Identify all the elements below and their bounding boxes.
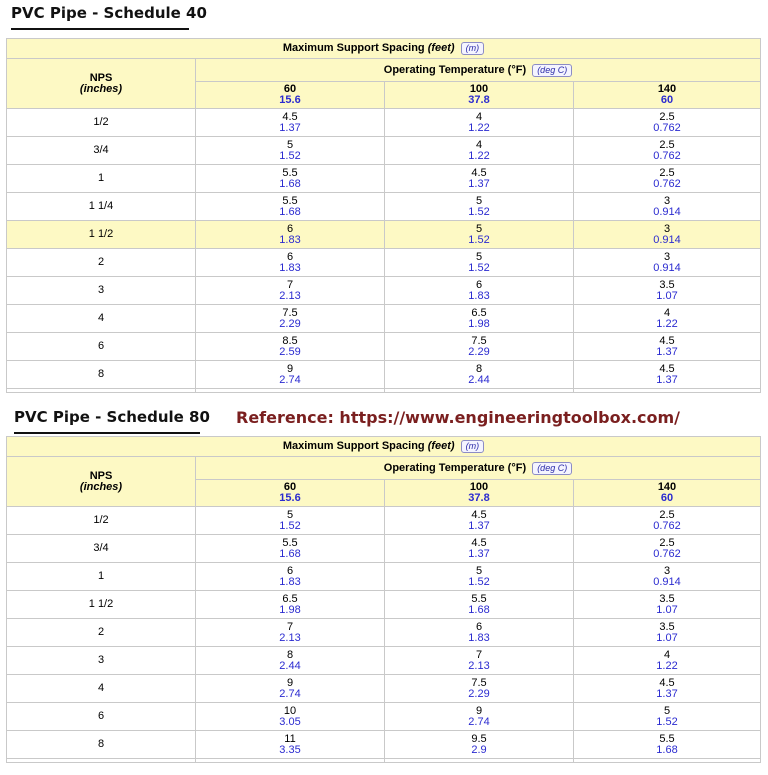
- spacing-meters: 1.07: [656, 603, 678, 616]
- spacing-meters: 2.29: [468, 687, 490, 700]
- table-row: [7, 731, 761, 759]
- spacing-feet: 4.5: [471, 508, 487, 521]
- spacing-meters: 1.68: [656, 743, 678, 756]
- spacing-cell: [574, 619, 761, 647]
- spacing-meters: 2.29: [468, 345, 490, 358]
- spacing-cell: [574, 277, 761, 305]
- temp-f: 140: [657, 83, 677, 95]
- nps-cell: 2: [7, 619, 196, 647]
- spacing-cell: [385, 619, 574, 647]
- spacing-meters: 0.762: [653, 547, 681, 560]
- spacing-feet: 9: [475, 704, 483, 717]
- spacing-feet: 3.5: [659, 620, 675, 633]
- spacing-cell: [196, 563, 385, 591]
- table-row: [7, 563, 761, 591]
- spacing-meters: 1.52: [656, 715, 678, 728]
- temp-c: 37.8: [468, 492, 490, 504]
- spacing-feet: 5: [475, 250, 483, 263]
- spacing-feet: 5.5: [659, 732, 675, 745]
- temp-column-header: [385, 82, 574, 109]
- table-row: [7, 305, 761, 333]
- spacing-meters: 1.83: [468, 631, 490, 644]
- spacing-cell: [574, 333, 761, 361]
- nps-cell: 1/2: [7, 507, 196, 535]
- spacing-feet: 5.5: [282, 194, 298, 207]
- table-row: [7, 703, 761, 731]
- table-row: [7, 333, 761, 361]
- spacing-cell: [385, 277, 574, 305]
- table-row: [7, 137, 761, 165]
- spacing-meters: 2.74: [468, 715, 490, 728]
- spacing-cell: [574, 647, 761, 675]
- spacing-meters: 1.22: [468, 149, 490, 162]
- temp-column-header: [196, 82, 385, 109]
- spacing-cell: [385, 193, 574, 221]
- nps-cell: 1: [7, 165, 196, 193]
- table-bottom-spacer: [7, 759, 761, 763]
- spacing-cell: [385, 731, 574, 759]
- spacing-feet: 8.5: [282, 334, 298, 347]
- spacing-feet: 6: [475, 620, 483, 633]
- table-row: [7, 361, 761, 389]
- table-row: [7, 535, 761, 563]
- spacing-feet: 11: [284, 732, 296, 745]
- spacing-cell: [196, 137, 385, 165]
- spacing-feet: 4.5: [659, 362, 675, 375]
- spacing-cell: [574, 675, 761, 703]
- spacing-cell: [196, 361, 385, 389]
- support-spacing-title: Maximum Support Spacing: [282, 42, 425, 54]
- schedule-40-body: [7, 109, 761, 393]
- spacing-meters: 1.37: [279, 121, 301, 134]
- spacing-cell: [385, 507, 574, 535]
- spacing-feet: 5: [475, 564, 483, 577]
- spacing-meters: 1.37: [468, 547, 490, 560]
- spacing-feet: 2.5: [659, 166, 675, 179]
- spacing-meters: 1.98: [468, 317, 490, 330]
- spacer-cell: [574, 759, 761, 763]
- inches-label: (inches): [79, 82, 123, 95]
- spacing-cell: [385, 249, 574, 277]
- fahrenheit-unit-label: (°F): [507, 461, 527, 474]
- spacing-meters: 0.762: [653, 177, 681, 190]
- spacer-cell: [196, 389, 385, 393]
- spacing-feet: 5: [286, 138, 294, 151]
- operating-temperature-header: [196, 457, 761, 480]
- temp-column-header: [385, 480, 574, 507]
- spacing-feet: 5: [475, 222, 483, 235]
- nps-cell: 3/4: [7, 137, 196, 165]
- nps-label: NPS: [89, 71, 113, 84]
- spacing-feet: 4: [475, 138, 483, 151]
- temp-c: 60: [660, 94, 674, 106]
- spacing-feet: 7.5: [471, 334, 487, 347]
- spacer-cell: [385, 759, 574, 763]
- spacing-cell: [196, 535, 385, 563]
- nps-cell: 8: [7, 731, 196, 759]
- spacing-cell: [574, 731, 761, 759]
- table-row: [7, 109, 761, 137]
- spacer-cell: [196, 759, 385, 763]
- spacing-cell: [196, 109, 385, 137]
- metric-toggle-button[interactable]: (m): [461, 42, 485, 55]
- spacing-meters: 1.52: [468, 233, 490, 246]
- spacing-cell: [196, 165, 385, 193]
- spacing-meters: 2.44: [279, 659, 301, 672]
- nps-header: [7, 59, 196, 109]
- inches-label: (inches): [79, 480, 123, 493]
- spacing-meters: 1.83: [279, 233, 301, 246]
- nps-cell: 3: [7, 647, 196, 675]
- table-row: [7, 193, 761, 221]
- nps-label: NPS: [89, 469, 113, 482]
- nps-cell: 1 1/2: [7, 591, 196, 619]
- nps-header: [7, 457, 196, 507]
- spacing-cell: [196, 703, 385, 731]
- spacing-cell: [385, 647, 574, 675]
- spacing-feet: 9: [286, 676, 294, 689]
- spacing-feet: 5.5: [282, 536, 298, 549]
- spacing-feet: 2.5: [659, 508, 675, 521]
- spacing-meters: 0.914: [653, 575, 681, 588]
- spacing-meters: 1.83: [468, 289, 490, 302]
- spacing-cell: [574, 563, 761, 591]
- spacing-feet: 7: [286, 620, 294, 633]
- spacing-meters: 2.13: [468, 659, 490, 672]
- spacing-cell: [574, 591, 761, 619]
- spacing-feet: 7: [475, 648, 483, 661]
- temp-f: 100: [469, 83, 489, 95]
- celsius-toggle-button[interactable]: (deg C): [532, 64, 572, 77]
- nps-cell: 6: [7, 703, 196, 731]
- nps-cell: 4: [7, 675, 196, 703]
- nps-cell: 4: [7, 305, 196, 333]
- spacing-cell: [196, 249, 385, 277]
- spacer-cell: [7, 759, 196, 763]
- nps-cell: 1: [7, 563, 196, 591]
- nps-cell: 2: [7, 249, 196, 277]
- operating-temperature-label: Operating Temperature: [383, 63, 505, 76]
- spacing-feet: 3: [663, 250, 671, 263]
- spacing-cell: [574, 193, 761, 221]
- feet-unit-label: (feet): [427, 42, 455, 54]
- spacing-cell: [574, 703, 761, 731]
- spacing-feet: 4: [663, 306, 671, 319]
- spacing-cell: [574, 249, 761, 277]
- spacing-meters: 1.98: [279, 603, 301, 616]
- spacing-meters: 1.37: [468, 177, 490, 190]
- spacing-meters: 1.37: [468, 519, 490, 532]
- spacing-cell: [385, 221, 574, 249]
- spacing-meters: 1.52: [279, 149, 301, 162]
- spacing-feet: 3: [663, 194, 671, 207]
- nps-cell: 3: [7, 277, 196, 305]
- table-row: [7, 675, 761, 703]
- celsius-toggle-button[interactable]: (deg C): [532, 462, 572, 475]
- spacer-cell: [574, 389, 761, 393]
- temp-column-header: [574, 82, 761, 109]
- spacing-meters: 1.07: [656, 289, 678, 302]
- spacing-feet: 6: [286, 564, 294, 577]
- spacing-meters: 1.68: [468, 603, 490, 616]
- spacing-meters: 1.52: [468, 261, 490, 274]
- spacing-feet: 3: [663, 222, 671, 235]
- spacing-feet: 5: [663, 704, 671, 717]
- schedule-80-heading: PVC Pipe - Schedule 80: [14, 408, 200, 434]
- spacing-feet: 3.5: [659, 592, 675, 605]
- spacing-cell: [385, 333, 574, 361]
- operating-temperature-header: [196, 59, 761, 82]
- spacing-cell: [385, 361, 574, 389]
- spacing-feet: 2.5: [659, 138, 675, 151]
- temp-c: 60: [660, 492, 674, 504]
- spacing-meters: 1.52: [468, 575, 490, 588]
- temp-f: 60: [283, 83, 297, 95]
- spacing-feet: 4.5: [282, 110, 298, 123]
- temp-c: 37.8: [468, 94, 490, 106]
- table-row: [7, 165, 761, 193]
- spacing-meters: 2.29: [279, 317, 301, 330]
- spacing-cell: [196, 193, 385, 221]
- spacing-feet: 6.5: [282, 592, 298, 605]
- spacing-cell: [196, 675, 385, 703]
- spacing-cell: [574, 507, 761, 535]
- spacing-cell: [574, 137, 761, 165]
- fahrenheit-unit-label: (°F): [507, 63, 527, 76]
- nps-cell: 1 1/4: [7, 193, 196, 221]
- spacing-meters: 1.37: [656, 687, 678, 700]
- spacing-meters: 1.22: [468, 121, 490, 134]
- spacing-cell: [385, 675, 574, 703]
- table-row: [7, 507, 761, 535]
- spacing-feet: 2.5: [659, 110, 675, 123]
- spacing-meters: 2.59: [279, 345, 301, 358]
- spacing-feet: 4: [475, 110, 483, 123]
- spacing-meters: 2.9: [471, 743, 487, 756]
- spacing-feet: 5: [475, 194, 483, 207]
- spacing-feet: 8: [475, 362, 483, 375]
- temp-column-header: [196, 480, 385, 507]
- spacing-cell: [574, 221, 761, 249]
- spacing-cell: [574, 305, 761, 333]
- spacing-cell: [574, 165, 761, 193]
- spacing-feet: 6: [286, 222, 294, 235]
- spacing-feet: 7.5: [282, 306, 298, 319]
- spacing-meters: 0.762: [653, 149, 681, 162]
- temp-f: 140: [657, 481, 677, 493]
- spacing-cell: [196, 619, 385, 647]
- spacing-cell: [196, 507, 385, 535]
- spacing-feet: 5.5: [471, 592, 487, 605]
- temp-column-header: [574, 480, 761, 507]
- spacing-feet: 5: [286, 508, 294, 521]
- spacing-feet: 5.5: [282, 166, 298, 179]
- temp-f: 60: [283, 481, 297, 493]
- spacing-meters: 0.914: [653, 205, 681, 218]
- spacing-meters: 0.762: [653, 121, 681, 134]
- spacing-meters: 3.35: [279, 743, 301, 756]
- spacing-meters: 3.05: [279, 715, 301, 728]
- spacing-meters: 1.68: [279, 205, 301, 218]
- spacing-feet: 10: [283, 704, 297, 717]
- temp-c: 15.6: [279, 492, 301, 504]
- table-row: [7, 619, 761, 647]
- spacing-feet: 4.5: [659, 676, 675, 689]
- schedule-40-table: [6, 38, 761, 393]
- temp-f: 100: [469, 481, 489, 493]
- spacing-meters: 2.74: [279, 687, 301, 700]
- schedule-80-table: [6, 436, 761, 763]
- spacing-meters: 1.22: [656, 659, 678, 672]
- spacing-meters: 0.762: [653, 519, 681, 532]
- nps-cell: 8: [7, 361, 196, 389]
- table-row: [7, 221, 761, 249]
- spacing-meters: 0.914: [653, 233, 681, 246]
- spacing-cell: [574, 361, 761, 389]
- table-row: [7, 249, 761, 277]
- spacing-cell: [574, 535, 761, 563]
- spacing-feet: 2.5: [659, 536, 675, 549]
- spacing-cell: [196, 333, 385, 361]
- spacing-cell: [196, 221, 385, 249]
- table-row: [7, 277, 761, 305]
- spacing-feet: 4.5: [471, 536, 487, 549]
- spacing-cell: [385, 535, 574, 563]
- support-spacing-header: [7, 437, 761, 457]
- spacing-cell: [196, 305, 385, 333]
- nps-cell: 1 1/2: [7, 221, 196, 249]
- spacing-cell: [385, 703, 574, 731]
- spacing-meters: 1.22: [656, 317, 678, 330]
- spacing-feet: 4.5: [659, 334, 675, 347]
- feet-unit-label: (feet): [427, 440, 455, 452]
- spacing-feet: 7: [286, 278, 294, 291]
- spacing-cell: [196, 277, 385, 305]
- spacing-meters: 1.37: [656, 345, 678, 358]
- spacing-meters: 2.13: [279, 631, 301, 644]
- spacer-cell: [385, 389, 574, 393]
- spacing-feet: 8: [286, 648, 294, 661]
- spacing-meters: 1.07: [656, 631, 678, 644]
- schedule-40-heading: PVC Pipe - Schedule 40: [11, 4, 189, 30]
- spacing-meters: 2.13: [279, 289, 301, 302]
- spacing-cell: [385, 165, 574, 193]
- table-row: [7, 647, 761, 675]
- spacing-meters: 1.83: [279, 575, 301, 588]
- temp-c: 15.6: [279, 94, 301, 106]
- nps-cell: 3/4: [7, 535, 196, 563]
- spacing-feet: 9: [286, 362, 294, 375]
- support-spacing-title: Maximum Support Spacing: [282, 440, 425, 452]
- spacing-meters: 1.83: [279, 261, 301, 274]
- spacing-feet: 4: [663, 648, 671, 661]
- spacing-cell: [385, 305, 574, 333]
- spacing-cell: [385, 563, 574, 591]
- spacing-cell: [574, 109, 761, 137]
- spacing-meters: 1.52: [468, 205, 490, 218]
- spacing-cell: [196, 647, 385, 675]
- spacing-cell: [385, 591, 574, 619]
- metric-toggle-button[interactable]: (m): [461, 440, 485, 453]
- spacer-cell: [7, 389, 196, 393]
- spacing-feet: 6.5: [471, 306, 487, 319]
- spacing-feet: 7.5: [471, 676, 487, 689]
- spacing-feet: 4.5: [471, 166, 487, 179]
- spacing-feet: 6: [475, 278, 483, 291]
- spacing-meters: 1.52: [279, 519, 301, 532]
- support-spacing-header: [7, 39, 761, 59]
- spacing-cell: [385, 137, 574, 165]
- operating-temperature-label: Operating Temperature: [383, 461, 505, 474]
- spacing-feet: 6: [286, 250, 294, 263]
- nps-cell: 1/2: [7, 109, 196, 137]
- spacing-cell: [196, 591, 385, 619]
- spacing-feet: 3: [663, 564, 671, 577]
- table-row: [7, 591, 761, 619]
- spacing-meters: 1.68: [279, 547, 301, 560]
- spacing-feet: 9.5: [471, 732, 487, 745]
- spacing-meters: 0.914: [653, 261, 681, 274]
- nps-cell: 6: [7, 333, 196, 361]
- spacing-cell: [385, 109, 574, 137]
- schedule-80-body: [7, 507, 761, 763]
- reference-text: Reference: https://www.engineeringtoolbox.com/: [236, 408, 681, 427]
- spacing-cell: [196, 731, 385, 759]
- spacing-meters: 2.44: [468, 373, 490, 386]
- spacing-feet: 3.5: [659, 278, 675, 291]
- spacing-meters: 1.37: [656, 373, 678, 386]
- table-bottom-spacer: [7, 389, 761, 393]
- spacing-meters: 2.74: [279, 373, 301, 386]
- spacing-meters: 1.68: [279, 177, 301, 190]
